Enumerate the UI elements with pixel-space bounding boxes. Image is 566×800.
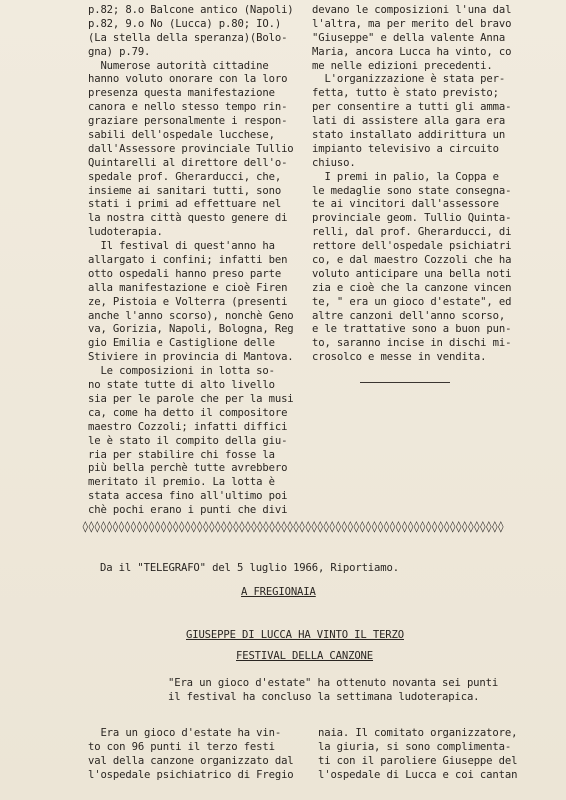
ornament-row: ◊◊◊◊◊◊◊◊◊◊◊◊◊◊◊◊◊◊◊◊◊◊◊◊◊◊◊◊◊◊◊◊◊◊◊◊◊◊◊◊◊◊◊◊◊◊◊◊◊◊◊◊◊◊◊◊◊◊◊◊◊◊◊◊◊◊◊◊◊◊ [82,520,504,533]
text-line: presenza questa manifestazione [88,87,275,100]
text-line: ze, Pistoia e Volterra (presenti [88,295,288,308]
text-line: Le composizioni in lotta so- [88,365,275,378]
text-line: sabili dell'ospedale lucchese, [88,129,275,142]
text-line: sia per le parole che per la musi [88,392,294,405]
text-line: voluto anticipare una bella noti [312,267,512,280]
text-line: rettore dell'ospedale psichiatri [312,240,512,253]
text-line: la nostra città questo genere di [88,212,288,225]
text-line: e le trattative sono a buon pun- [312,323,512,336]
text-line: ti con il paroliere Giuseppe del [318,754,518,767]
section-divider-line [360,382,450,383]
text-line: canora e nello stesso tempo rin- [88,101,288,114]
text-line: devano le composizioni l'una dal [312,4,512,16]
headline-line-2: FESTIVAL DELLA CANZONE [236,650,374,662]
text-line: l'ospedale psichiatrico di Fregio [88,768,294,781]
headline-line-1: GIUSEPPE DI LUCCA HA VINTO IL TERZO [186,629,404,641]
text-line: ludoterapia. [88,226,163,239]
text-line: la giuria, si sono complimenta- [318,740,512,753]
text-line: L'organizzazione è stata per- [312,73,506,86]
text-line: Stiviere in provincia di Mantova. [88,351,294,364]
text-line: gio Emilia e Castiglione delle [88,337,275,350]
text-line: naia. Il comitato organizzatore, [318,727,518,739]
text-line: l'altra, ma per merito del bravo [312,17,512,30]
text-line: (La stella della speranza)(Bolo- [88,31,288,44]
text-line: hanno voluto onorare con la loro [88,73,288,86]
text-line: dall'Assessore provinciale Tullio [88,142,294,155]
text-line: Maria, ancora Lucca ha vinto, co [312,45,512,58]
text-line: ca, come ha detto il compositore [88,406,288,419]
text-line: otto ospedali hanno preso parte [88,267,282,280]
text-line: impianto televisivo a circuito [312,142,499,155]
text-line: le medaglie sono state consegna- [312,184,512,197]
text-line: me nelle edizioni precedenti. [312,59,493,72]
text-line: stato installato addirittura un [312,129,506,142]
text-line: no state tutte di alto livello [88,379,275,392]
text-line: va, Gorizia, Napoli, Bologna, Reg [88,323,294,336]
intro-line: Da il "TELEGRAFO" del 5 luglio 1966, Riportiamo. [100,562,399,574]
text-line: provinciale geom. Tullio Quinta- [312,212,512,225]
text-line: stati i primi ad effettuare nel [88,198,282,211]
text-line: Il festival di quest'anno ha [88,240,275,253]
subheadline-line-2: il festival ha concluso la settimana ludoterapica. [168,691,480,703]
text-line: insieme ai sanitari tutti, sono [88,184,282,197]
text-line: lati di assistere alla gara era [312,115,506,128]
text-line: co, e dal maestro Cozzoli che ha [312,254,512,267]
text-line: te, " era un gioco d'estate", ed [312,295,512,308]
text-line: relli, dal prof. Gherarducci, di [312,226,512,239]
text-line: ria per stabilire chi fosse la [88,448,275,461]
text-line: fetta, tutto è stato previsto; [312,87,499,100]
text-line: le è stato il compito della giu- [88,434,288,447]
text-line: graziare personalmente i respon- [88,115,288,128]
right-column-top [312,4,511,365]
text-line: te ai vincitori dall'assessore [312,198,499,211]
text-line: alla manifestazione e cioè Firen [88,281,288,294]
text-line: crosolco e messe in vendita. [312,351,487,364]
text-line: anche l'anno scorso), nonchè Geno [88,309,294,322]
text-line: stata accesa fino all'ultimo poi [88,490,288,503]
subheadline-line-1: "Era un gioco d'estate" ha ottenuto novanta sei punti [168,677,499,689]
text-line: altre canzoni dell'anno scorso, [312,309,506,322]
text-line: l'ospedale di Lucca e coi cantan [318,768,518,781]
text-line: chiuso. [312,156,356,169]
source-location: A FREGIONAIA [241,586,316,598]
text-line: val della canzone organizzato dal [88,754,294,767]
text-line: to con 96 punti il terzo festi [88,740,275,753]
text-line: meritato il premio. La lotta è [88,476,275,489]
text-line: Quintarelli al direttore dell'o- [88,156,288,169]
left-column-bottom [88,727,294,783]
text-line: più bella perchè tutte avrebbero [88,462,288,475]
text-line: chè pochi erano i punti che divi [88,504,288,517]
text-line: p.82; 8.o Balcone antico (Napoli) [88,4,294,16]
text-line: zia e cioè che la canzone vincen [312,281,512,294]
right-column-bottom [318,727,517,783]
text-line: to, saranno incise in dischi mi- [312,337,512,350]
text-line: spedale prof. Gherarducci, che, [88,170,282,183]
text-line: "Giuseppe" e della valente Anna [312,31,506,44]
text-line: per consentire a tutti gli amma- [312,101,512,114]
text-line: gna) p.79. [88,45,151,58]
text-line: I premi in palio, la Coppa e [312,170,499,183]
text-line: Numerose autorità cittadine [88,59,269,72]
text-line: allargato i confini; infatti ben [88,254,288,267]
left-column-top [88,4,294,518]
text-line: maestro Cozzoli; infatti diffici [88,420,288,433]
text-line: Era un gioco d'estate ha vin- [88,727,282,739]
text-line: p.82, 9.o No (Lucca) p.80; IO.) [88,17,282,30]
